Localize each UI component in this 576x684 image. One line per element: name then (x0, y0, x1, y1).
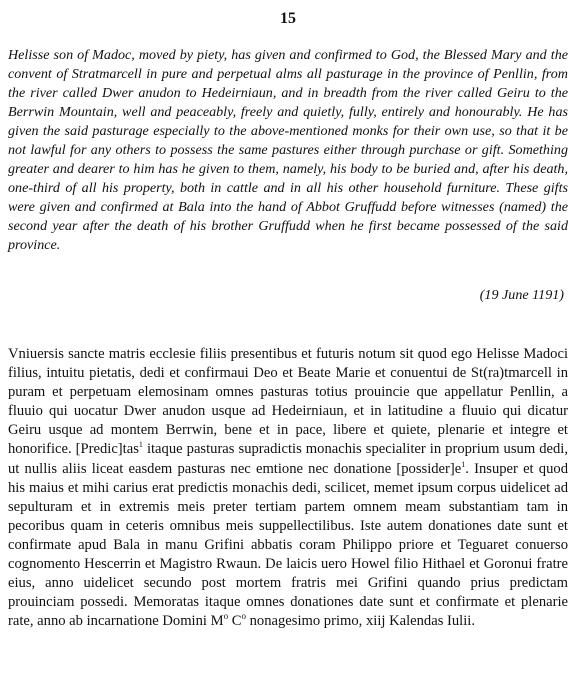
charter-date: (19 June 1191) (479, 287, 564, 303)
footnote-marker-1: 1 (138, 440, 143, 450)
charter-text-part-4: C (228, 613, 242, 630)
page-number: 15 (280, 10, 296, 27)
latin-charter-text (8, 345, 568, 631)
english-summary: Helisse son of Madoc, moved by piety, has given and confirmed to God, the Blessed Mary and the convent of Stratmarcell in pure and perpetual alms all pasturage in the province of Penllin, from the river called Dwer anudon to Hedeirniaun, and in breadth from the river called Geiru to the Berrwin Mountain, well and peaceably, freely and quietly, fully, entirely and honourably. He has given the said pasturage especially to the above-mentioned monks for their own use, so that it be not lawful for any others to possess the same pastures either through purchase or gift. Something greater and dearer to him has he given to them, namely, his body to be buried and, after his death, one-third of all his property, both in cattle and in all his other household furniture. These gifts were given and confirmed at Bala into the hand of Abbot Gruffudd before witnesses (named) the second year after the death of his brother Gruffudd when he first became possessed of the said province. (8, 47, 568, 254)
charter-text-part-2: itaque pasturas supradictis monachis specialiter in proprium usum dedi, ut nullis aliis liceat easdem pasturas nec emtione nec donatione [possider]e (8, 441, 568, 477)
charter-text-part-3: . Insuper et quod his maius et mihi carius erat predictis monachis dedi, scilicet, memet ipsum corpus uidelicet ad sepulturam et in extremis meis preter tertiam partem omnem meam substantiam tam in pecoribus quam in ceteris omnibus meis suppellectilibus. Iste autem donationes date sunt et confirmate apud Bala in manu Grifini abbatis coram Philippo priore et Teguaret conuerso cognomento Hescerrin et Magistro Rwaun. De laicis uero Howel filio Hithael et Goronui fratre eius, anno uidelicet secundo post mortem fratris mei Grifini quando prius predictam prouinciam possedi. Memoratas itaque omnes donationes date sunt et confirmate et plenarie rate, anno ab incarnatione Domini M (8, 460, 568, 630)
superscript-o-2: o (241, 611, 246, 622)
superscript-o-1: o (223, 611, 229, 622)
footnote-marker-2: 1 (461, 459, 466, 469)
charter-text-part-1: Vniuersis sancte matris ecclesie filiis presentibus et futuris notum sit quod ego Helisse Madoci filius, intuitu pietatis, dedi et confirmaui Deo et Beate Marie et conuentui de St(ra)tmarcell in puram et perpetuam elemosinam omnes pasturas totius prouincie que appellatur Penllin, a fluuio qui uocatur Dwer anudon usque ad Hedeirniaun, et in latitudine a fluuio qui dicatur Geiru usque ad montem Berrwin, bene et in pace, libere et quiete, plenarie et integre et honorifice. [Predic]tas (8, 346, 568, 458)
charter-text-part-5: nonagesimo primo, xiij Kalendas Iulii. (245, 613, 475, 630)
